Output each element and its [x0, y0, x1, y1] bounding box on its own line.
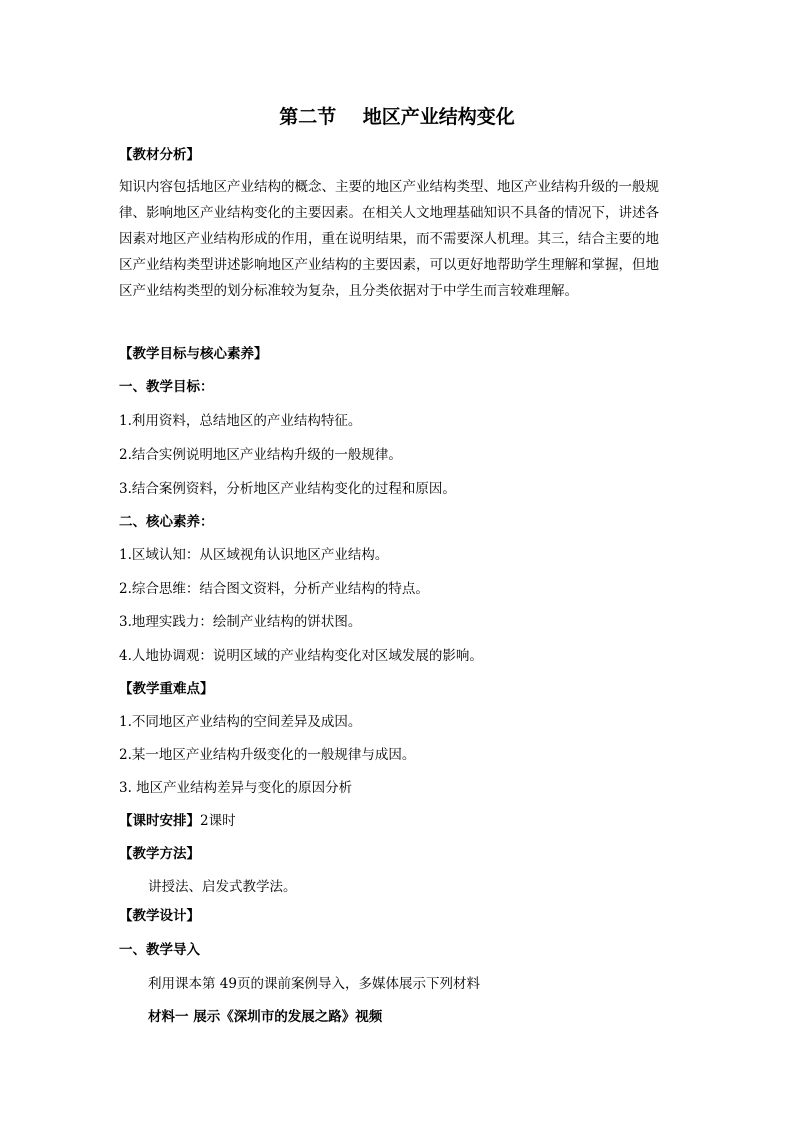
design-subheading-intro: 一、教学导入	[119, 942, 200, 958]
keypoint-item: 1.不同地区产业结构的空间差异及成因。	[119, 714, 362, 730]
literacy-item: 1.区域认知：从区域视角认识地区产业结构。	[119, 547, 389, 563]
goal-item: 3.结合案例资料，分析地区产业结构变化的过程和原因。	[119, 481, 456, 497]
design-intro-text: 利用课本第 49页的课前案例导入，多媒体展示下列材料	[148, 976, 480, 992]
goals-heading: 【教学目标与核心素养】	[119, 346, 268, 362]
method-text: 讲授法、启发式教学法。	[148, 879, 297, 895]
method-heading: 【教学方法】	[119, 846, 200, 862]
analysis-line: 因素对地区产业结构形成的作用，重在说明结果，而不需要深人机理。其三，结合主要的地	[119, 231, 659, 247]
analysis-paragraph	[119, 174, 681, 304]
goals-subheading-literacy: 二、核心素养：	[119, 514, 214, 530]
analysis-line: 知识内容包括地区产业结构的概念、主要的地区产业结构类型、地区产业结构升级的一般规	[119, 179, 659, 195]
goal-item: 2.结合实例说明地区产业结构升级的一般规律。	[119, 447, 402, 463]
analysis-line: 区产业结构类型讲述影响地区产业结构的主要因素，可以更好地帮助学生理解和掌握，但地	[119, 257, 659, 273]
goal-item: 1.利用资料，总结地区的产业结构特征。	[119, 413, 362, 429]
analysis-line: 区产业结构类型的划分标准较为复杂，且分类依据对于中学生而言较难理解。	[119, 283, 578, 299]
design-material-one: 材料一 展示《深圳市的发展之路》视频	[148, 1009, 383, 1025]
schedule-line	[119, 812, 236, 830]
page-title: 第二节 地区产业结构变化	[279, 106, 515, 128]
keypoints-heading: 【教学重难点】	[119, 681, 214, 697]
schedule-heading: 【课时安排】	[119, 813, 200, 829]
analysis-heading: 【教材分析】	[119, 147, 200, 163]
analysis-line: 律、影响地区产业结构变化的主要因素。在相关人文地理基础知识不具备的情况下，讲述各	[119, 205, 659, 221]
goals-subheading-teaching: 一、教学目标：	[119, 379, 214, 395]
literacy-item: 2.综合思维：结合图文资料，分析产业结构的特点。	[119, 581, 429, 597]
design-heading: 【教学设计】	[119, 908, 200, 924]
keypoint-item: 2.某一地区产业结构升级变化的一般规律与成因。	[119, 747, 416, 763]
schedule-value: 2课时	[200, 813, 236, 829]
literacy-item: 4.人地协调观：说明区域的产业结构变化对区域发展的影响。	[119, 648, 483, 664]
keypoint-item: 3. 地区产业结构差异与变化的原因分析	[119, 780, 353, 796]
literacy-item: 3.地理实践力：绘制产业结构的饼状图。	[119, 614, 362, 630]
